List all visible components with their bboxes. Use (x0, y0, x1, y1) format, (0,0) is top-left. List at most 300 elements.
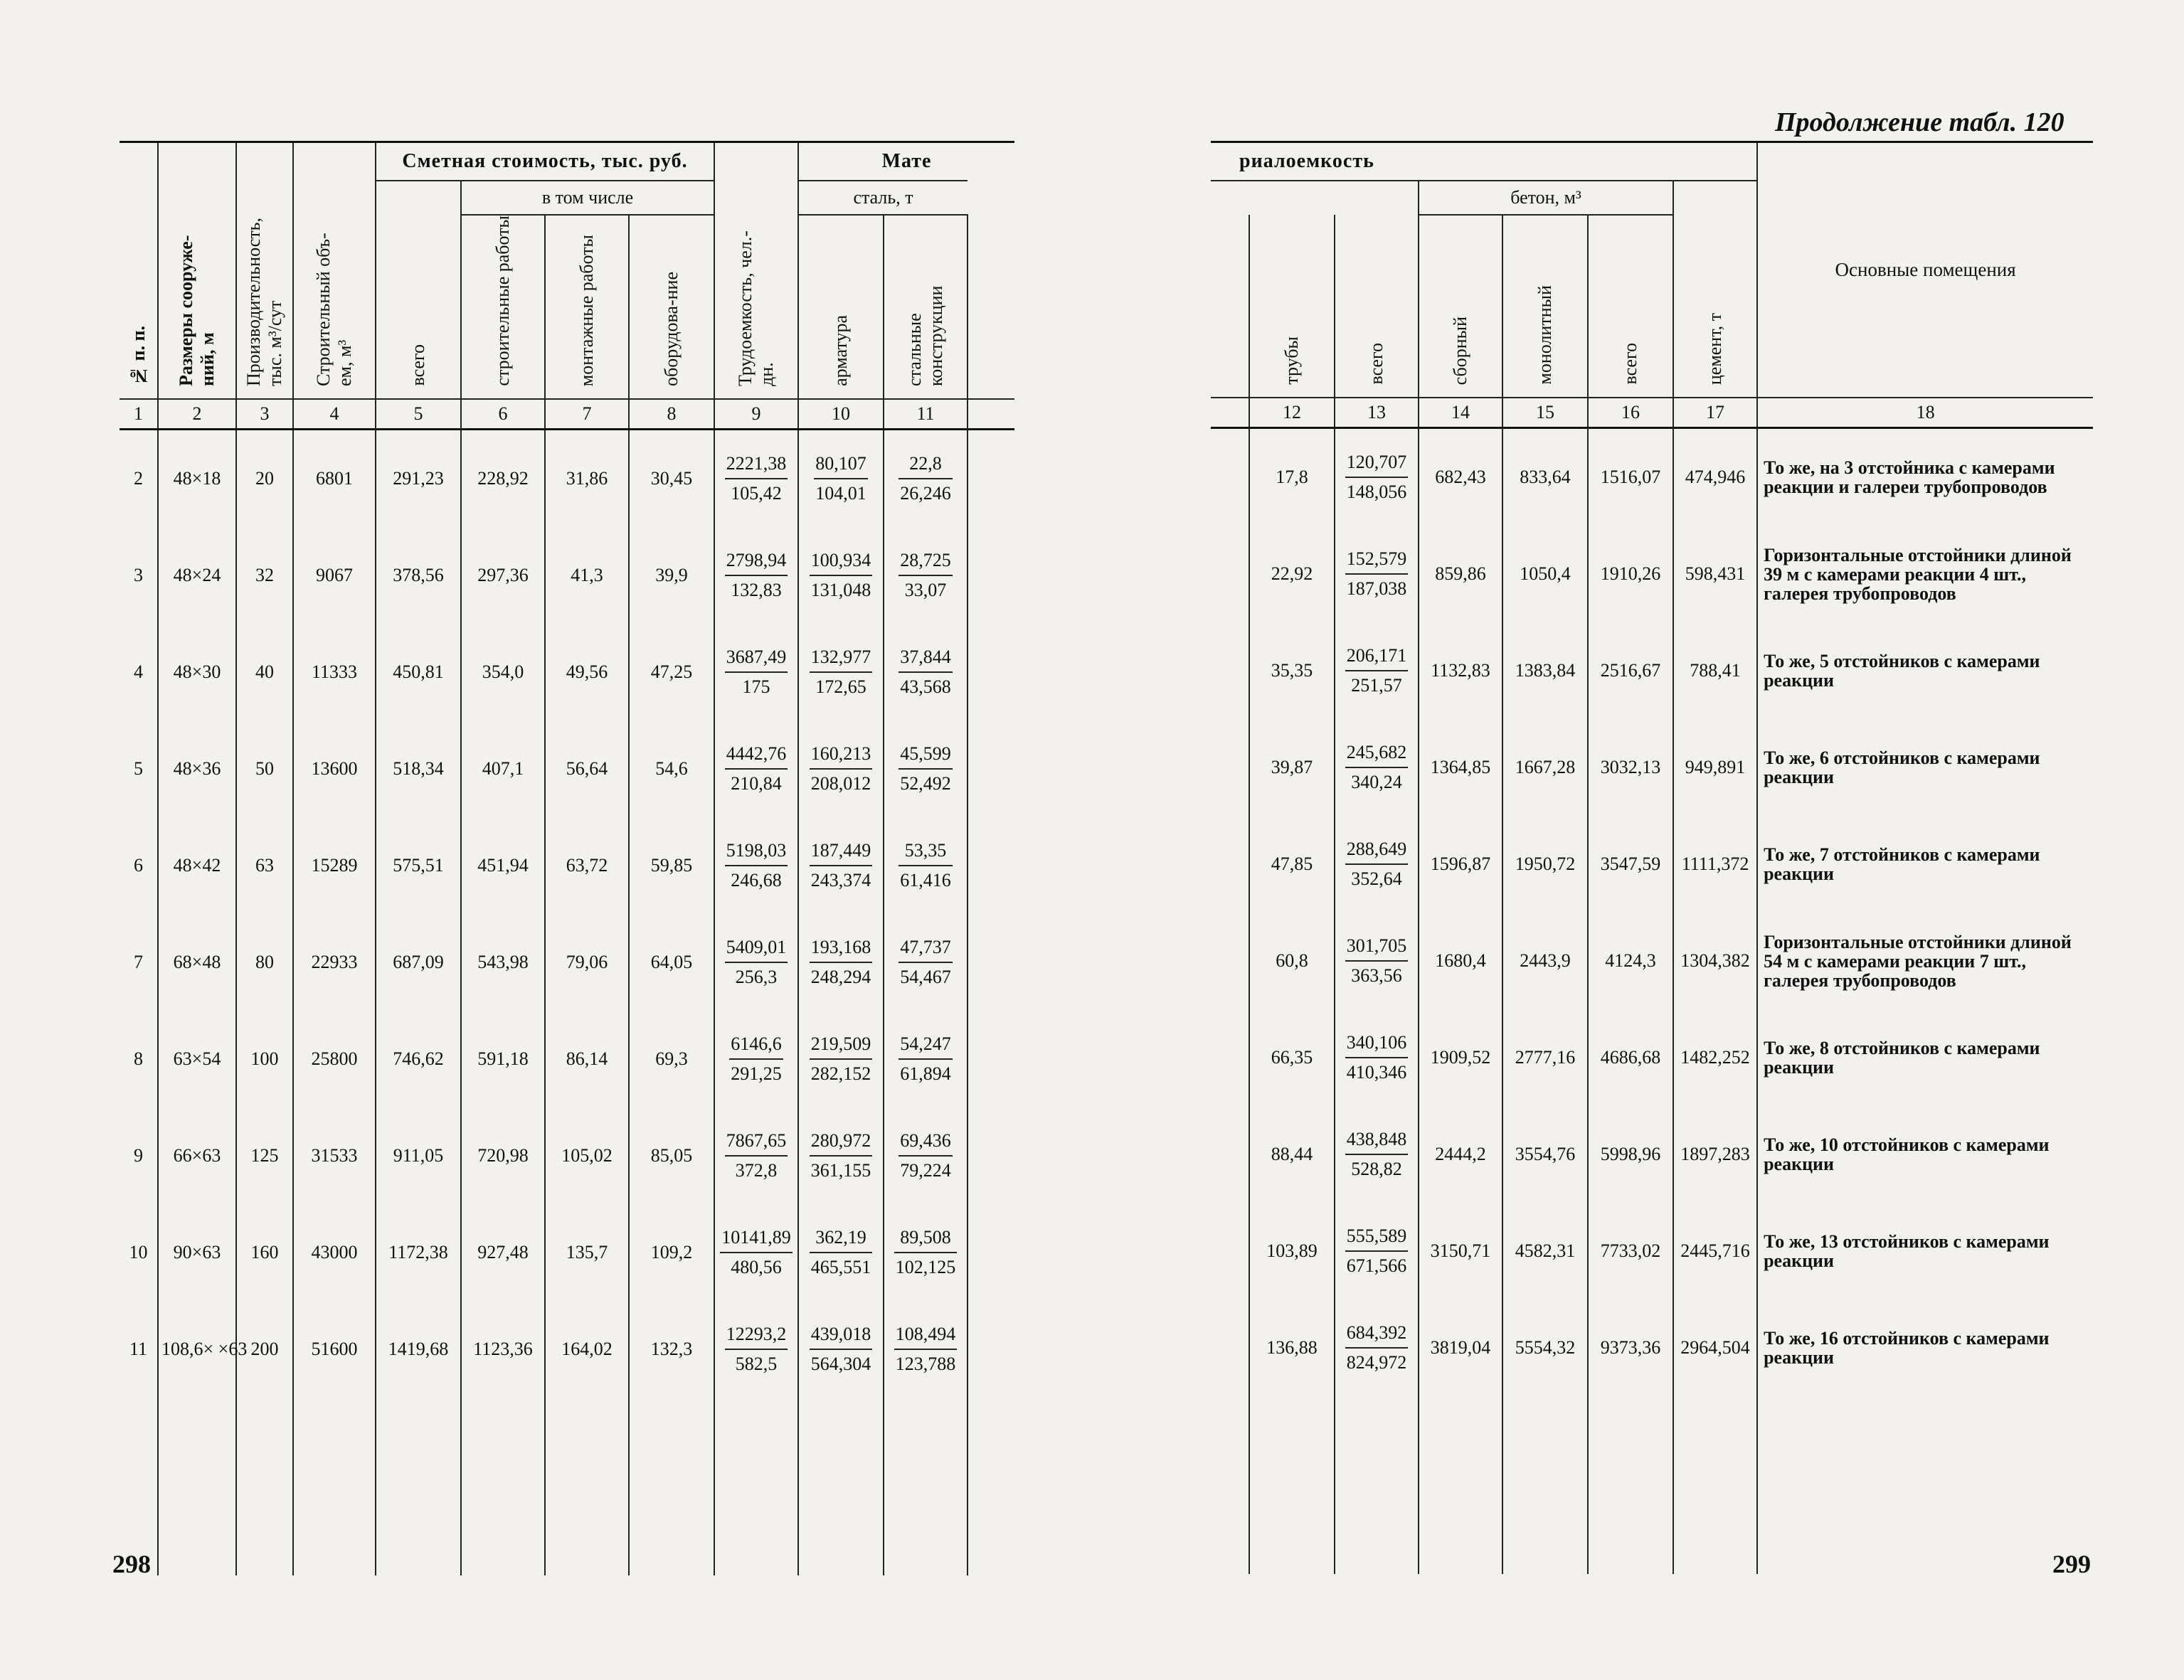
size-cell: 66×63 (158, 1107, 236, 1204)
blank-cell (1211, 428, 1249, 526)
volume-cell: 51600 (293, 1301, 376, 1398)
precast-cell: 1132,83 (1419, 622, 1502, 719)
fraction-denominator: 282,152 (810, 1063, 871, 1084)
padding-cell (1588, 1396, 1673, 1574)
cost-equip-cell: 47,25 (629, 624, 714, 721)
pipes-cell: 39,87 (1249, 719, 1335, 816)
padding-cell (1211, 1396, 1249, 1574)
right-page (1092, 0, 2184, 1680)
concrete-total-cell: 3032,13 (1588, 719, 1673, 816)
blank-cell (968, 430, 1014, 528)
cost-build-cell: 451,94 (461, 817, 545, 914)
fraction-numerator: 10141,89 (720, 1223, 793, 1253)
blank-cell (1211, 526, 1249, 622)
precast-cell: 2444,2 (1419, 1106, 1502, 1203)
monolith-cell: 2777,16 (1502, 1009, 1588, 1106)
fraction-numerator: 53,35 (898, 836, 953, 866)
cost-mount-cell: 49,56 (545, 624, 629, 721)
table-row (120, 1107, 1014, 1204)
padding-cell (293, 1398, 376, 1575)
size-cell: 48×24 (158, 527, 236, 624)
fraction-value (810, 933, 873, 991)
column-number: 14 (1419, 398, 1502, 428)
column-number: 15 (1502, 398, 1588, 428)
table-row (120, 914, 1014, 1011)
fraction-numerator: 4442,76 (725, 740, 788, 770)
col-header-material-cont: риалоемкость (1211, 142, 1757, 181)
cost-total-cell: 746,62 (376, 1011, 461, 1107)
column-number: 2 (158, 399, 236, 430)
column-number: 11 (884, 399, 968, 430)
fraction-numerator: 3687,49 (725, 643, 788, 673)
material-total-cell (1335, 913, 1419, 1009)
pipes-cell: 88,44 (1249, 1106, 1335, 1203)
steel-struct-cell (884, 914, 968, 1011)
concrete-total-cell: 7733,02 (1588, 1203, 1673, 1299)
column-number: 10 (798, 399, 884, 430)
armature-cell (798, 1011, 884, 1107)
fraction-numerator: 132,977 (810, 643, 873, 673)
blank-cell (968, 1011, 1014, 1107)
table-row (120, 1011, 1014, 1107)
size-cell: 48×36 (158, 721, 236, 817)
concrete-total-cell: 1910,26 (1588, 526, 1673, 622)
fraction-denominator: 104,01 (815, 483, 866, 504)
fraction-numerator: 187,449 (810, 836, 873, 866)
cost-build-cell: 297,36 (461, 527, 545, 624)
steel-struct-cell (884, 1301, 968, 1398)
cement-cell: 2964,504 (1673, 1299, 1757, 1396)
table-row (1211, 428, 2093, 526)
cost-mount-cell: 105,02 (545, 1107, 629, 1204)
steel-struct-cell (884, 1011, 968, 1107)
pipes-cell: 60,8 (1249, 913, 1335, 1009)
precast-cell: 682,43 (1419, 428, 1502, 526)
cement-cell: 1111,372 (1673, 816, 1757, 913)
monolith-cell: 2443,9 (1502, 913, 1588, 1009)
col-header-armature: арматура (798, 215, 884, 399)
monolith-cell: 1950,72 (1502, 816, 1588, 913)
col-header-material: Мате (798, 142, 1014, 181)
steel-struct-cell (884, 1204, 968, 1301)
pipes-cell: 103,89 (1249, 1203, 1335, 1299)
labor-cell (714, 914, 798, 1011)
cost-equip-cell: 39,9 (629, 527, 714, 624)
table-row (1211, 1106, 2093, 1203)
rooms-note-cell: То же, 8 отстойников с камерами реакции (1757, 1009, 2093, 1106)
fraction-denominator: 824,972 (1346, 1352, 1407, 1373)
column-number: 13 (1335, 398, 1419, 428)
column-number: 12 (1249, 398, 1335, 428)
blank-cell (968, 1107, 1014, 1204)
fraction-numerator: 301,705 (1345, 932, 1409, 962)
capacity-cell: 160 (236, 1204, 293, 1301)
material-total-cell (1335, 622, 1419, 719)
row-number: 6 (134, 855, 143, 876)
column-number: 8 (629, 399, 714, 430)
cost-mount-cell: 135,7 (545, 1204, 629, 1301)
padding-cell (1419, 1396, 1502, 1574)
armature-cell (798, 721, 884, 817)
blank-cell (968, 527, 1014, 624)
fraction-numerator: 438,848 (1345, 1125, 1409, 1155)
rooms-note-cell: Горизонтальные отстойники длиной 39 м с камерами реакции 4 шт., галерея трубопроводов (1757, 526, 2093, 622)
cost-total-cell: 1419,68 (376, 1301, 461, 1398)
cost-equip-cell: 54,6 (629, 721, 714, 817)
fraction-numerator: 206,171 (1345, 642, 1409, 671)
padding-cell (1673, 1396, 1757, 1574)
fraction-value (1345, 545, 1409, 603)
steel-struct-cell (884, 624, 968, 721)
fraction-denominator: 410,346 (1346, 1062, 1407, 1083)
fraction-numerator: 280,972 (810, 1127, 873, 1157)
fraction-value (898, 933, 953, 991)
blank-cell (1211, 1106, 1249, 1203)
precast-cell: 1596,87 (1419, 816, 1502, 913)
table-row (120, 1204, 1014, 1301)
fraction-denominator: 361,155 (810, 1160, 871, 1181)
monolith-cell: 833,64 (1502, 428, 1588, 526)
capacity-cell: 40 (236, 624, 293, 721)
cost-mount-cell: 63,72 (545, 817, 629, 914)
cost-equip-cell: 85,05 (629, 1107, 714, 1204)
col-header-blank3 (1211, 181, 1419, 215)
page-number-right: 299 (2052, 1550, 2091, 1578)
cost-build-cell: 720,98 (461, 1107, 545, 1204)
cost-equip-cell: 59,85 (629, 817, 714, 914)
precast-cell: 1909,52 (1419, 1009, 1502, 1106)
fraction-numerator: 89,508 (894, 1223, 958, 1253)
cost-mount-cell: 86,14 (545, 1011, 629, 1107)
rooms-note-cell: То же, 16 отстойников с камерами реакции (1757, 1299, 2093, 1396)
labor-cell (714, 624, 798, 721)
volume-cell: 15289 (293, 817, 376, 914)
fraction-denominator: 132,83 (731, 580, 782, 600)
armature-cell (798, 1301, 884, 1398)
fraction-value (1345, 1319, 1409, 1377)
fraction-denominator: 246,68 (731, 870, 782, 890)
blank-cell (1211, 1299, 1249, 1396)
fraction-denominator: 582,5 (735, 1354, 778, 1374)
cost-build-cell: 354,0 (461, 624, 545, 721)
col-header-steel-struct: стальные конструкции (884, 215, 968, 399)
fraction-value (898, 740, 953, 798)
column-number: 18 (1757, 398, 2093, 428)
fraction-denominator: 123,788 (895, 1354, 956, 1374)
fraction-value (1345, 932, 1409, 990)
fraction-value (1345, 448, 1409, 506)
cement-cell: 1482,252 (1673, 1009, 1757, 1106)
steel-struct-cell (884, 527, 968, 624)
size-cell: 48×30 (158, 624, 236, 721)
capacity-cell: 32 (236, 527, 293, 624)
row-number: 9 (134, 1145, 143, 1166)
fraction-numerator: 22,8 (898, 450, 953, 479)
column-number: 1 (120, 399, 158, 430)
table-row (1211, 622, 2093, 719)
row-number: 3 (134, 565, 143, 585)
cost-total-cell: 575,51 (376, 817, 461, 914)
row-number: 5 (134, 758, 143, 779)
table-row (1211, 913, 2093, 1009)
capacity-cell: 50 (236, 721, 293, 817)
fraction-numerator: 5409,01 (725, 933, 788, 963)
volume-cell: 43000 (293, 1204, 376, 1301)
concrete-total-cell: 2516,67 (1588, 622, 1673, 719)
fraction-denominator: 352,64 (1351, 868, 1402, 889)
fraction-value (1345, 1125, 1409, 1184)
pipes-cell: 66,35 (1249, 1009, 1335, 1106)
col-header-steel: сталь, т (798, 181, 968, 215)
table-row (120, 817, 1014, 914)
blank-cell (968, 1301, 1014, 1398)
fraction-value (725, 836, 788, 895)
monolith-cell: 1050,4 (1502, 526, 1588, 622)
col-header-monolith: монолитный (1502, 215, 1588, 398)
col-header-blank4 (1673, 181, 1757, 215)
monolith-cell: 1667,28 (1502, 719, 1588, 816)
fraction-numerator: 54,247 (898, 1030, 953, 1060)
fraction-denominator: 148,056 (1346, 482, 1407, 502)
table-row (1211, 1299, 2093, 1396)
fraction-numerator: 69,436 (898, 1127, 953, 1157)
column-number: 4 (293, 399, 376, 430)
fraction-denominator: 671,566 (1346, 1255, 1407, 1276)
cost-mount-cell: 79,06 (545, 914, 629, 1011)
material-total-cell (1335, 816, 1419, 913)
column-number-blank (1211, 398, 1249, 428)
fraction-numerator: 28,725 (898, 546, 953, 576)
fraction-value (894, 1223, 958, 1282)
col-header-number: № п. п. (120, 142, 158, 400)
fraction-value (720, 1223, 793, 1282)
labor-cell (714, 1011, 798, 1107)
row-number: 11 (129, 1339, 148, 1359)
capacity-cell: 125 (236, 1107, 293, 1204)
cost-total-cell: 518,34 (376, 721, 461, 817)
row-number: 4 (134, 661, 143, 682)
capacity-cell: 63 (236, 817, 293, 914)
fraction-denominator: 54,467 (900, 967, 951, 987)
fraction-value (810, 1223, 873, 1282)
cement-cell: 1897,283 (1673, 1106, 1757, 1203)
size-cell: 108,6× ×63 (158, 1301, 236, 1398)
col-header-cost-group: Сметная стоимость, тыс. руб. (376, 142, 714, 181)
cost-build-cell: 228,92 (461, 430, 545, 528)
fraction-value (810, 1030, 873, 1088)
fraction-value (725, 933, 788, 991)
cost-equip-cell: 132,3 (629, 1301, 714, 1398)
rooms-note-cell: То же, 7 отстойников с камерами реакции (1757, 816, 2093, 913)
rooms-note-cell: То же, 5 отстойников с камерами реакции (1757, 622, 2093, 719)
blank-cell (968, 624, 1014, 721)
pipes-cell: 47,85 (1249, 816, 1335, 913)
col-header-concrete: бетон, м³ (1419, 181, 1673, 215)
monolith-cell: 1383,84 (1502, 622, 1588, 719)
fraction-denominator: 291,25 (731, 1063, 782, 1084)
fraction-value (725, 450, 788, 508)
cement-cell: 598,431 (1673, 526, 1757, 622)
padding-cell (236, 1398, 293, 1575)
fraction-value (1345, 738, 1409, 797)
steel-struct-cell (884, 430, 968, 528)
fraction-denominator: 564,304 (810, 1354, 871, 1374)
cost-mount-cell: 31,86 (545, 430, 629, 528)
blank-cell (1211, 719, 1249, 816)
pipes-cell: 22,92 (1249, 526, 1335, 622)
padding-cell (158, 1398, 236, 1575)
size-cell: 48×42 (158, 817, 236, 914)
padding-cell (1335, 1396, 1419, 1574)
fraction-value (725, 740, 788, 798)
cement-cell: 949,891 (1673, 719, 1757, 816)
capacity-cell: 100 (236, 1011, 293, 1107)
size-cell: 63×54 (158, 1011, 236, 1107)
col-header-blank2 (968, 215, 1014, 399)
fraction-denominator: 172,65 (815, 676, 866, 697)
fraction-numerator: 100,934 (810, 546, 873, 576)
armature-cell (798, 914, 884, 1011)
volume-cell: 22933 (293, 914, 376, 1011)
fraction-numerator: 193,168 (810, 933, 873, 963)
fraction-denominator: 248,294 (810, 967, 871, 987)
column-number: 5 (376, 399, 461, 430)
blank-cell (1211, 622, 1249, 719)
table-row (120, 430, 1014, 528)
fraction-denominator: 61,416 (900, 870, 951, 890)
blank-cell (968, 721, 1014, 817)
cost-build-cell: 927,48 (461, 1204, 545, 1301)
armature-cell (798, 1107, 884, 1204)
fraction-denominator: 363,56 (1351, 965, 1402, 986)
steel-struct-cell (884, 1107, 968, 1204)
padding-cell (376, 1398, 461, 1575)
material-total-cell (1335, 1106, 1419, 1203)
fraction-numerator: 340,106 (1345, 1028, 1409, 1058)
fraction-denominator: 33,07 (904, 580, 947, 600)
col-header-cost-equip: оборудова-ние (629, 215, 714, 399)
concrete-total-cell: 4686,68 (1588, 1009, 1673, 1106)
fraction-value (898, 836, 953, 895)
right-table (1211, 141, 2093, 1574)
row-number: 7 (134, 952, 143, 972)
fraction-numerator: 108,494 (894, 1320, 958, 1350)
padding-cell (884, 1398, 968, 1575)
blank-cell (1211, 1203, 1249, 1299)
fraction-numerator: 12293,2 (725, 1320, 788, 1350)
table-row (1211, 1009, 2093, 1106)
fraction-denominator: 43,568 (900, 676, 951, 697)
cost-build-cell: 1123,36 (461, 1301, 545, 1398)
monolith-cell: 4582,31 (1502, 1203, 1588, 1299)
fraction-value (894, 1320, 958, 1378)
labor-cell (714, 527, 798, 624)
fraction-numerator: 37,844 (898, 643, 953, 673)
col-header-all1: всего (1335, 215, 1419, 398)
table-row (1211, 526, 2093, 622)
precast-cell: 1680,4 (1419, 913, 1502, 1009)
col-header-blank5 (1211, 215, 1249, 398)
fraction-denominator: 340,24 (1351, 772, 1402, 792)
fraction-denominator: 480,56 (731, 1257, 782, 1277)
monolith-cell: 3554,76 (1502, 1106, 1588, 1203)
fraction-value (1345, 642, 1409, 700)
padding-cell (714, 1398, 798, 1575)
armature-cell (798, 527, 884, 624)
concrete-total-cell: 3547,59 (1588, 816, 1673, 913)
fraction-value (729, 1030, 783, 1088)
fraction-value (810, 546, 873, 605)
cement-cell: 2445,716 (1673, 1203, 1757, 1299)
fraction-denominator: 256,3 (735, 967, 778, 987)
table-row (120, 527, 1014, 624)
cost-mount-cell: 41,3 (545, 527, 629, 624)
fraction-value (898, 546, 953, 605)
material-total-cell (1335, 719, 1419, 816)
capacity-cell: 20 (236, 430, 293, 528)
precast-cell: 859,86 (1419, 526, 1502, 622)
labor-cell (714, 721, 798, 817)
pipes-cell: 17,8 (1249, 428, 1335, 526)
fraction-denominator: 243,374 (810, 870, 871, 890)
padding-cell (798, 1398, 884, 1575)
labor-cell (714, 1204, 798, 1301)
fraction-numerator: 245,682 (1345, 738, 1409, 768)
column-number: 17 (1673, 398, 1757, 428)
capacity-cell: 80 (236, 914, 293, 1011)
rooms-note-cell: То же, 10 отстойников с камерами реакции (1757, 1106, 2093, 1203)
cost-equip-cell: 69,3 (629, 1011, 714, 1107)
fraction-numerator: 6146,6 (729, 1030, 783, 1060)
padding-cell (968, 1398, 1014, 1575)
col-header-labor: Трудоемкость, чел.-дн. (714, 142, 798, 400)
fraction-value (898, 450, 953, 508)
fraction-denominator: 102,125 (895, 1257, 956, 1277)
column-number: 16 (1588, 398, 1673, 428)
fraction-value (725, 546, 788, 605)
fraction-denominator: 465,551 (810, 1257, 871, 1277)
padding-cell (629, 1398, 714, 1575)
rooms-note-cell: То же, 13 отстойников с камерами реакции (1757, 1203, 2093, 1299)
cost-equip-cell: 109,2 (629, 1204, 714, 1301)
col-header-cost-total: всего (376, 181, 461, 399)
fraction-denominator: 251,57 (1351, 675, 1402, 696)
size-cell: 68×48 (158, 914, 236, 1011)
fraction-denominator: 105,42 (731, 483, 782, 504)
pipes-cell: 35,35 (1249, 622, 1335, 719)
rooms-note-cell: То же, на 3 отстойника с камерами реакции и галереи трубопроводов (1757, 428, 2093, 526)
blank-cell (968, 1204, 1014, 1301)
col-header-including: в том числе (461, 181, 714, 215)
cement-cell: 1304,382 (1673, 913, 1757, 1009)
cost-mount-cell: 164,02 (545, 1301, 629, 1398)
fraction-numerator: 2221,38 (725, 450, 788, 479)
cost-mount-cell: 56,64 (545, 721, 629, 817)
padding-row (1211, 1396, 2093, 1574)
volume-cell: 11333 (293, 624, 376, 721)
size-cell: 48×18 (158, 430, 236, 528)
col-header-rooms: Основные помещения (1757, 142, 2093, 398)
fraction-numerator: 288,649 (1345, 835, 1409, 865)
fraction-denominator: 79,224 (900, 1160, 951, 1181)
size-cell: 90×63 (158, 1204, 236, 1301)
precast-cell: 3819,04 (1419, 1299, 1502, 1396)
col-header-volume: Строительный объ-ем, м³ (293, 142, 376, 400)
fraction-value (898, 1127, 953, 1185)
table-row (1211, 1203, 2093, 1299)
fraction-denominator: 187,038 (1346, 578, 1407, 599)
fraction-value (1345, 1222, 1409, 1280)
